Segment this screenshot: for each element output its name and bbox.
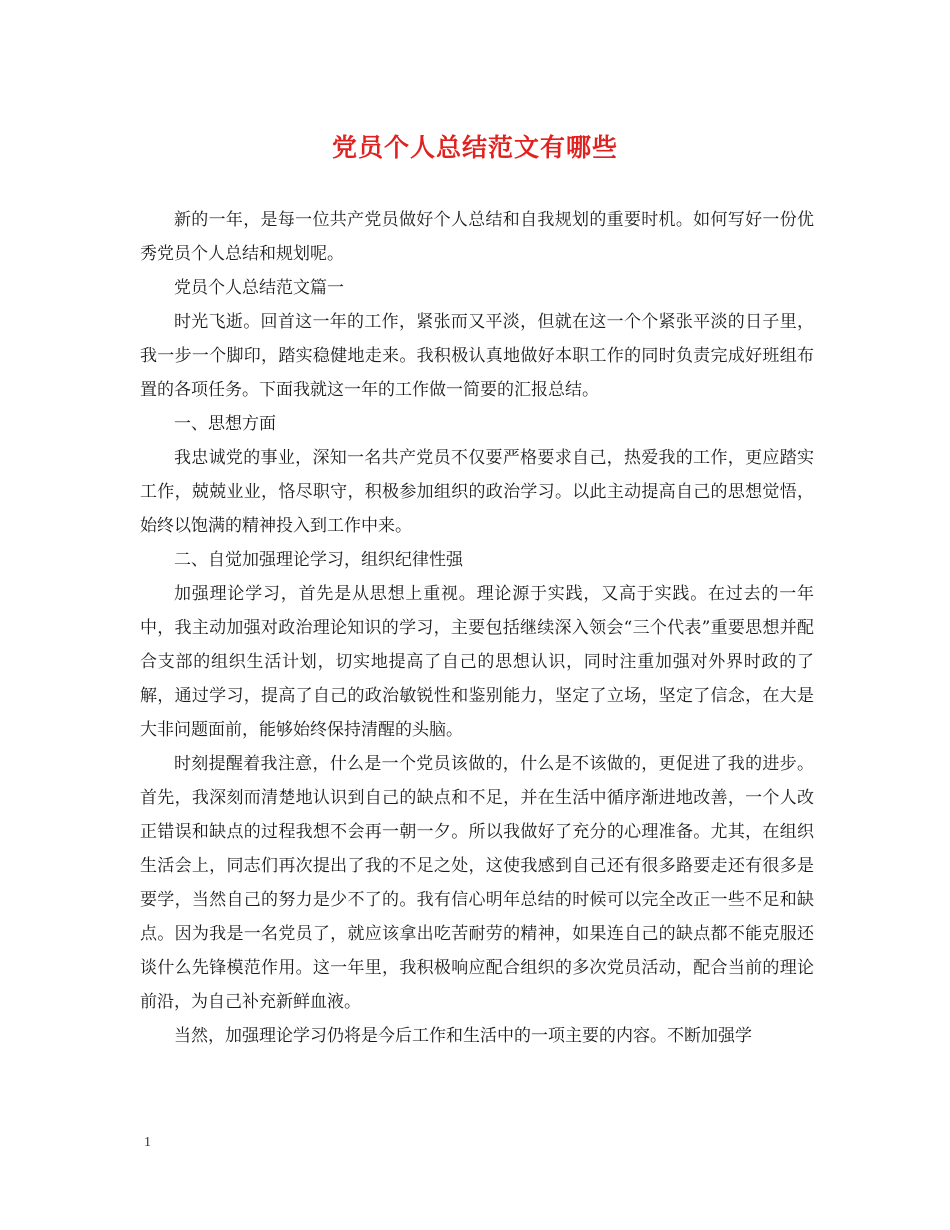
paragraph-ideology: 我忠诚党的事业，深知一名共产党员不仅要严格要求自己，热爱我的工作，更应踏实工作，兢兢业业，恪尽职守，积极参加组织的政治学习。以此主动提高自己的思想觉悟，始终以饱满的精神投入到工作中来。 xyxy=(140,448,814,536)
paragraph-self-improvement: 时刻提醒着我注意，什么是一个党员该做的，什么是不该做的，更促进了我的进步。首先，我深刻而清楚地认识到自己的缺点和不足，并在生活中循序渐进地改善，一个人改正错误和缺点的过程我想不会再一朝一夕。所以我做好了充分的心理准备。尤其，在组织生活会上，同志们再次提出了我的不足之处，这使我感到自己还有很多路要走还有很多是要学，当然自己的努力是少不了的。我有信心明年总结的时候可以完全改正一些不足和缺点。因为我是一名党员了，就应该拿出吃苦耐劳的精神，如果连自己的缺点都不能克服还谈什么先锋模范作用。这一年里，我积极响应配合组织的多次党员活动，配合当前的理论前沿，为自己补充新鲜血液。 xyxy=(140,754,814,1012)
paragraph-continued: 当然，加强理论学习仍将是今后工作和生活中的一项主要的内容。不断加强学 xyxy=(174,1026,752,1046)
section-heading-theory-study: 二、自觉加强理论学习，组织纪律性强 xyxy=(174,550,463,570)
section-heading-ideology: 一、思想方面 xyxy=(174,414,276,434)
paragraph-theory-study: 加强理论学习，首先是从思想上重视。理论源于实践，又高于实践。在过去的一年中，我主动加强对政治理论知识的学习，主要包括继续深入领会“三个代表”重要思想并配合支部的组织生活计划，切实地提高了自己的思想认识，同时注重加强对外界时政的了解，通过学习，提高了自己的政治敏锐性和鉴别能力，坚定了立场，坚定了信念，在大是大非问题面前，能够始终保持清醒的头脑。 xyxy=(140,584,814,740)
paragraph-review: 时光飞逝。回首这一年的工作，紧张而又平淡，但就在这一个个紧张平淡的日子里，我一步一个脚印，踏实稳健地走来。我积极认真地做好本职工作的同时负责完成好班组布置的各项任务。下面我就这一年的工作做一简要的汇报总结。 xyxy=(140,312,814,400)
paragraph-intro: 新的一年，是每一位共产党员做好个人总结和自我规划的重要时机。如何写好一份优秀党员个人总结和规划呢。 xyxy=(140,210,814,264)
page-number: 1 xyxy=(144,1135,151,1150)
section-heading-sample-one: 党员个人总结范文篇一 xyxy=(174,278,344,298)
document-body xyxy=(140,203,814,1053)
document-title: 党员个人总结范文有哪些 xyxy=(331,133,618,162)
